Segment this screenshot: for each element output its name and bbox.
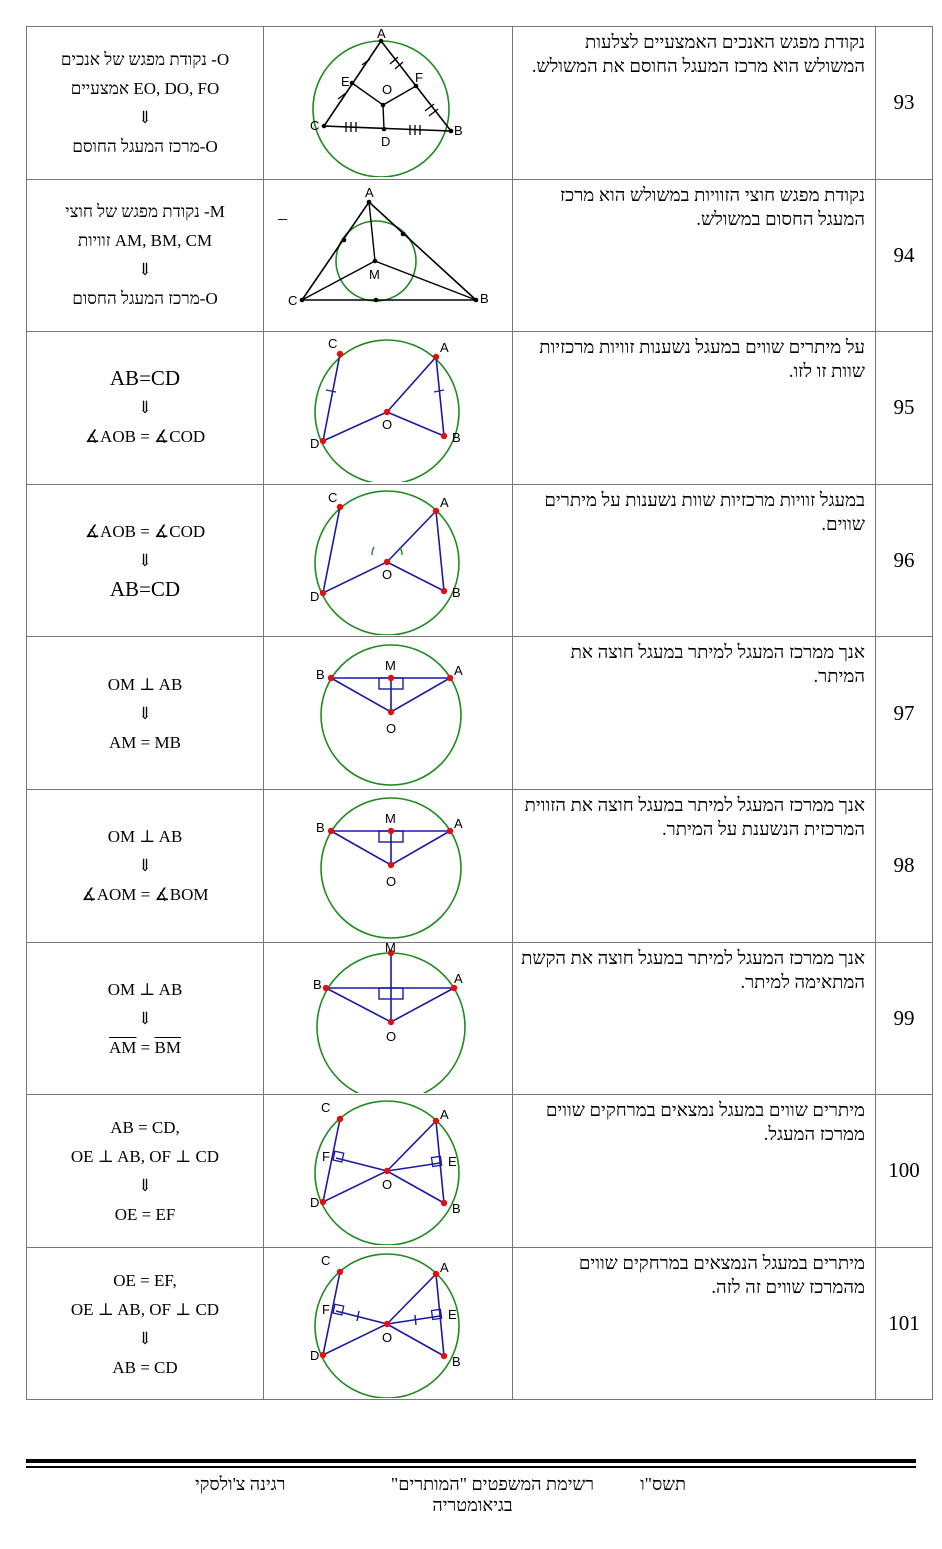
point-label-a: A xyxy=(440,340,449,356)
footer-author: רגינה צ'ולסקי xyxy=(195,1474,286,1494)
implies-arrow: ⇓ xyxy=(137,1175,153,1195)
point-label-e: E xyxy=(448,1154,457,1170)
theorem-text: מיתרים שווים במעגל נמצאים במרחקים שווים ממרכז המעגל. xyxy=(513,1095,876,1248)
theorem-row xyxy=(27,789,933,942)
perpendicular-bisects-chord-figure xyxy=(264,637,512,787)
theorem-text: אנך ממרכז המעגל למיתר במעגל חוצה את הקשת המתאימה למיתר. xyxy=(513,942,876,1095)
point-label-d: D xyxy=(381,134,391,149)
point-label-a: A xyxy=(454,815,463,831)
formula-cell xyxy=(27,27,264,180)
point-label-b: B xyxy=(316,667,325,683)
figure-cell xyxy=(264,1095,513,1248)
footer-subtitle: בגיאומטריה xyxy=(432,1495,513,1515)
theorem-row xyxy=(27,1095,933,1248)
theorem-row xyxy=(27,332,933,485)
theorem-number: 93 xyxy=(876,27,933,180)
formula-line: OM ⊥ AB xyxy=(107,979,183,999)
theorem-text: מיתרים במעגל הנמצאים במרחקים שווים מהמרכז שווים זה לזה. xyxy=(513,1247,876,1400)
theorem-row xyxy=(27,179,933,332)
point-label-a: A xyxy=(454,970,463,986)
formula-line: EO, DO, FO אמצעיים xyxy=(70,78,220,98)
point-label-f: F xyxy=(415,70,423,85)
footer-title: רשימת המשפטים "המותרים" xyxy=(390,1474,594,1494)
figure-cell xyxy=(264,637,513,790)
formula-line: OE = EF, xyxy=(113,1270,177,1290)
formula-cell xyxy=(27,484,264,637)
point-label-o: O xyxy=(386,1028,397,1044)
theorem-number: 100 xyxy=(876,1095,933,1248)
formula-line: AM = MB xyxy=(109,732,181,752)
formula-cell xyxy=(27,789,264,942)
point-label-c: C xyxy=(328,336,338,352)
footer-rule xyxy=(26,1466,916,1468)
point-label-b: B xyxy=(316,819,325,835)
figure-cell xyxy=(264,789,513,942)
formula-line: AB=CD xyxy=(109,577,181,602)
point-label-a: A xyxy=(365,184,374,200)
point-label-c: C xyxy=(321,1100,331,1116)
point-label-b: B xyxy=(452,1353,461,1369)
perpendicular-bisects-arc-figure xyxy=(264,943,512,1093)
theorem-text: אנך ממרכז המעגל למיתר במעגל חוצה את הזווית המרכזית הנשענת על המיתר. xyxy=(513,789,876,942)
arc-am: $\overline{AM}$ xyxy=(109,1037,137,1057)
formula-line: OM ⊥ AB xyxy=(107,674,183,694)
theorem-number: 98 xyxy=(876,789,933,942)
figure-cell xyxy=(264,179,513,332)
point-label-e: E xyxy=(341,74,350,89)
formula-line: O-מרכז המעגל החוסם xyxy=(72,136,218,156)
figure-cell xyxy=(264,484,513,637)
formula-line: OE ⊥ AB, OF ⊥ CD xyxy=(70,1146,220,1166)
point-label-b: B xyxy=(480,290,489,306)
formula-line: ∡AOM = ∡BOM xyxy=(81,885,209,905)
point-label-b: B xyxy=(454,123,463,138)
point-label-o: O xyxy=(382,1329,393,1345)
circumscribed-circle-figure xyxy=(264,27,512,177)
perpendicular-bisects-angle-figure xyxy=(264,790,512,940)
point-label-o: O xyxy=(382,566,393,582)
point-label-c: C xyxy=(328,489,338,505)
point-label-d: D xyxy=(310,1347,320,1363)
formula-line: O- נקודת מפגש של אנכים xyxy=(60,49,230,69)
footer-year: תשס"ו xyxy=(640,1474,686,1494)
theorem-number: 99 xyxy=(876,942,933,1095)
stray-mark: – xyxy=(278,207,287,228)
point-label-b: B xyxy=(452,430,461,446)
formula-line: M- נקודת מפגש של חוצי xyxy=(65,202,225,222)
arc-bm: $\overline{BM}$ xyxy=(154,1037,181,1057)
theorem-number: 95 xyxy=(876,332,933,485)
point-label-o: O xyxy=(382,1177,393,1193)
formula-line: OM ⊥ AB xyxy=(107,827,183,847)
formula-line: OE = EF xyxy=(114,1204,176,1224)
formula-cell xyxy=(27,637,264,790)
formula-cell xyxy=(27,942,264,1095)
implies-arrow: ⇓ xyxy=(137,856,153,876)
point-label-f: F xyxy=(322,1301,330,1317)
implies-arrow: ⇓ xyxy=(137,260,153,280)
implies-arrow: ⇓ xyxy=(137,398,153,418)
implies-arrow: ⇓ xyxy=(137,1008,153,1028)
formula-line: AB = CD xyxy=(112,1357,178,1377)
theorem-row xyxy=(27,942,933,1095)
formula-line: $\overline{AM} = \overline{BM}$ xyxy=(109,1037,181,1057)
formula-line: AB = CD, xyxy=(110,1117,180,1137)
formula-cell xyxy=(27,1095,264,1248)
point-label-a: A xyxy=(454,663,463,679)
theorem-row xyxy=(27,27,933,180)
point-label-a: A xyxy=(377,27,386,41)
point-label-o: O xyxy=(382,417,393,433)
point-label-b: B xyxy=(452,1201,461,1217)
formula-cell xyxy=(27,1247,264,1400)
formula-line: ∡AOB = ∡COD xyxy=(84,427,206,447)
theorem-text: נקודת מפגש חוצי הזוויות במשולש הוא מרכז המעגל החסום במשולש. xyxy=(513,179,876,332)
point-label-o: O xyxy=(386,873,397,889)
formula-cell xyxy=(27,179,264,332)
theorem-text: על מיתרים שווים במעגל נשענות זוויות מרכזיות שוות זו לזו. xyxy=(513,332,876,485)
point-label-m: M xyxy=(385,810,396,826)
formula-cell xyxy=(27,332,264,485)
point-label-a: A xyxy=(440,1259,449,1275)
formula-line: ∡AOB = ∡COD xyxy=(84,522,206,542)
implies-arrow: ⇓ xyxy=(137,703,153,723)
equal-chords-figure xyxy=(264,332,512,482)
figure-cell xyxy=(264,332,513,485)
implies-arrow: ⇓ xyxy=(137,551,153,571)
point-label-f: F xyxy=(322,1149,330,1165)
figure-cell xyxy=(264,942,513,1095)
point-label-c: C xyxy=(321,1252,331,1268)
point-label-o: O xyxy=(382,82,393,97)
footer-rule xyxy=(26,1459,916,1463)
point-label-b: B xyxy=(313,976,322,992)
theorem-number: 101 xyxy=(876,1247,933,1400)
point-label-o: O xyxy=(386,721,397,737)
point-label-m: M xyxy=(385,942,396,955)
point-label-c: C xyxy=(288,292,298,308)
theorem-row xyxy=(27,484,933,637)
point-label-d: D xyxy=(310,588,320,604)
equal-distance-equal-chords-figure xyxy=(264,1248,512,1398)
equal-chords-equal-distance-figure xyxy=(264,1095,512,1245)
figure-cell xyxy=(264,27,513,180)
point-label-a: A xyxy=(440,494,449,510)
theorem-text: אנך ממרכז המעגל למיתר במעגל חוצה את המיתר. xyxy=(513,637,876,790)
theorem-text: במעגל זוויות מרכזיות שוות נשענות על מיתרים שווים. xyxy=(513,484,876,637)
theorem-row xyxy=(27,637,933,790)
point-label-a: A xyxy=(440,1107,449,1123)
theorem-number: 96 xyxy=(876,484,933,637)
theorems-table xyxy=(26,26,933,1400)
implies-arrow: ⇓ xyxy=(137,107,153,127)
point-label-b: B xyxy=(452,584,461,600)
theorem-text: נקודת מפגש האנכים האמצעיים לצלעות המשולש הוא מרכז המעגל החוסם את המשולש. xyxy=(513,27,876,180)
formula-line: O-מרכז המעגל החסום xyxy=(72,289,218,309)
formula-line: AM, BM, CM זוויות xyxy=(77,231,213,251)
inscribed-circle-figure xyxy=(264,180,512,330)
point-label-d: D xyxy=(310,436,320,452)
point-label-d: D xyxy=(310,1195,320,1211)
figure-cell xyxy=(264,1247,513,1400)
formula-line: OE ⊥ AB, OF ⊥ CD xyxy=(70,1299,220,1319)
theorem-number: 94 xyxy=(876,179,933,332)
point-label-m: M xyxy=(385,658,396,674)
point-label-c: C xyxy=(310,118,320,133)
formula-line: AB=CD xyxy=(109,366,181,391)
point-label-m: M xyxy=(369,266,380,282)
theorem-number: 97 xyxy=(876,637,933,790)
theorem-row xyxy=(27,1247,933,1400)
point-label-e: E xyxy=(448,1306,457,1322)
footer-title-block xyxy=(391,1474,594,1516)
implies-arrow: ⇓ xyxy=(137,1328,153,1348)
equal-central-angles-figure xyxy=(264,485,512,635)
